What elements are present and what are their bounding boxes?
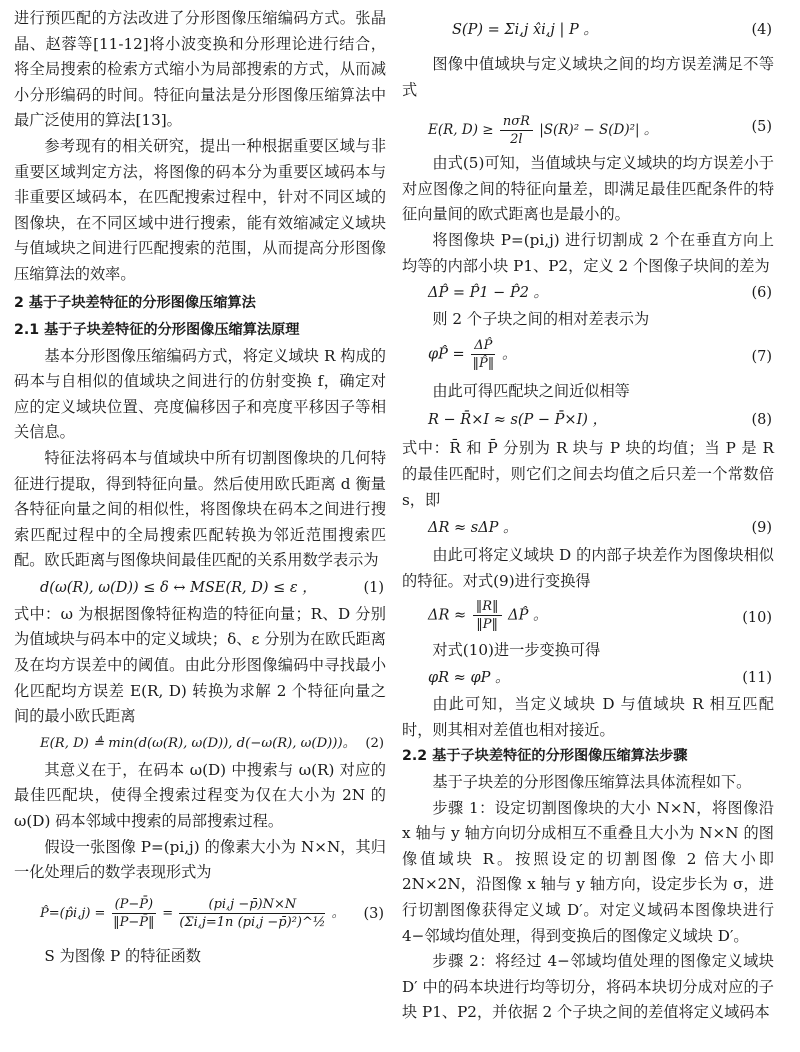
- equation-body: [428, 598, 548, 633]
- fraction-denominator: ‖P̂‖: [472, 355, 495, 371]
- equation-2: [14, 730, 386, 758]
- paragraph: 式中：R̄ 和 P̄ 分别为 R 块与 P 块的均值；当 P 是 R 的最佳匹配时，则它们之间去均值之后只差一个常数倍 s，即: [402, 439, 774, 509]
- equation-8: [402, 404, 774, 436]
- fraction-numerator: ‖R‖: [473, 598, 502, 616]
- equation-number: (1): [363, 579, 384, 596]
- fraction-numerator: (P−P̄): [112, 896, 157, 914]
- eq10-rhs: ΔP̂ 。: [508, 607, 548, 624]
- subsection-heading: 2.2 基于子块差特征的分形图像压缩算法步骤: [402, 748, 688, 765]
- equation-body: ΔP̂ = P̂1 − P̂2 。: [428, 285, 549, 302]
- paragraph: 对式(10)进一步变换可得: [432, 641, 601, 660]
- paragraph: S 为图像 P 的特征函数: [44, 946, 201, 965]
- right-column: [402, 6, 774, 1026]
- equation-body: E(R, D) ≜ min(d(ω(R), ω(D)), d(−ω(R), ω(D)))。: [40, 735, 356, 751]
- equation-number: (2): [365, 735, 384, 751]
- equation-number: (5): [751, 119, 772, 136]
- eq3-lhs: P̂=(p̂i,j) =: [40, 905, 106, 921]
- equation-body: [428, 113, 657, 148]
- equation-body: [40, 896, 345, 931]
- eq3-fraction-1: [112, 896, 157, 931]
- equation-number: (3): [363, 905, 384, 922]
- equation-body: d(ω(R), ω(D)) ≤ δ ↔ MSE(R, D) ≤ ε ，: [40, 579, 317, 596]
- fraction-numerator: (pi,j −p̄)N×N: [179, 896, 325, 914]
- equation-number: (7): [751, 348, 772, 365]
- fraction-denominator: ‖P−P̄‖: [113, 914, 155, 930]
- equation-body: S(P) = Σi,j x̂i,j | P 。: [452, 22, 598, 38]
- subsection-heading: 2.1 基于子块差特征的分形图像压缩算法原理: [14, 321, 300, 338]
- eq10-fraction: [473, 598, 502, 633]
- eq10-lhs: ΔR ≈: [428, 607, 467, 624]
- paragraph: 则 2 个子块之间的相对差表示为: [432, 310, 650, 329]
- equation-11: [402, 664, 774, 692]
- equation-number: (6): [751, 285, 772, 302]
- equation-body: [428, 337, 517, 372]
- paragraph: 基本分形图像压缩编码方式，将定义域块 R 构成的码本与自相似的值域块之间进行的仿射变换 f，确定对应的定义域块位置、亮度偏移因子和亮度平移因子等相关信息。: [14, 346, 386, 442]
- equation-number: (11): [742, 669, 772, 686]
- paragraph: 步骤 2：将经过 4−邻域均值处理的图像定义域块 D′ 中的码本块进行均等切分，将码本块切分成对应的子块 P1、P2，并依据 2 个子块之间的差值将定义域码本: [402, 952, 774, 1022]
- paragraph: 图像中值域块与定义域块之间的均方误差满足不等式: [402, 55, 774, 99]
- section-heading: 2 基于子块差特征的分形图像压缩算法: [14, 294, 256, 311]
- equation-5: [402, 103, 774, 151]
- eq3-fraction-2: [179, 896, 325, 931]
- equation-number: (8): [751, 412, 772, 429]
- equation-9: [402, 513, 774, 543]
- paragraph: 基于子块差的分形图像压缩算法具体流程如下。: [432, 773, 752, 792]
- paragraph: 由式(5)可知，当值域块与定义域块的均方误差小于对应图像之间的特征向量差，即满足最佳匹配条件的特征向量间的欧式距离也是最小的。: [402, 154, 774, 224]
- equation-6: [402, 279, 774, 307]
- eq7-fraction: [471, 337, 495, 372]
- paragraph: 进行预匹配的方法改进了分形图像压缩编码方式。张晶晶、赵蓉等[11-12]将小波变换和分形理论进行结合，将全局搜索的检索方式缩小为局部搜索的方式，从而减小分形编码的时间。特征向量法是分形图像压缩算法中最广泛使用的算法[13]。: [14, 9, 386, 130]
- paragraph: 由此可得匹配块之间近似相等: [432, 381, 630, 400]
- equation-10: [402, 594, 774, 638]
- eq7-end: 。: [502, 346, 517, 363]
- paragraph: 其意义在于，在码本 ω(D) 中搜索与 ω(R) 对应的最佳匹配块，使得全搜索过程变为仅在大小为 2N 的 ω(D) 码本邻域中搜索的局部搜索过程。: [14, 760, 386, 831]
- equation-number: (9): [751, 520, 772, 537]
- fraction-numerator: nσR: [500, 113, 533, 131]
- paragraph: 步骤 1：设定切割图像块的大小 N×N，将图像沿 x 轴与 y 轴方向切分成相互不重叠且大小为 N×N 的图像值域块 R。按照设定的切割图像 2 倍大小即 2N×2N，沿图像 x 轴与 y 轴方向，设定步长为 σ，进行切割图像获得定义域 D′。对定义域码本图像块进行 4−邻域均值处理，得到变换后的图像定义域块 D′。: [402, 798, 774, 945]
- paragraph: 式中：ω 为根据图像特征构造的特征向量；R、D 分别为值域块与码本中的定义域块；δ、ε 分别为在欧氏距离及在均方误差中的阈值。由此分形图像编码中寻找最小化匹配均方误差 E(R, D) 转换为求解 2 个特征向量之间的最小欧氏距离: [14, 604, 386, 726]
- equation-3: [14, 886, 386, 944]
- equation-4: [402, 6, 774, 52]
- equation-1: [14, 574, 386, 602]
- paragraph: 由此可知，当定义域块 D 与值域块 R 相互匹配时，则其相对差值也相对接近。: [402, 694, 774, 739]
- fraction-numerator: ΔP̂: [471, 337, 495, 355]
- paragraph: 参考现有的相关研究，提出一种根据重要区域与非重要区域判定方法，将图像的码本分为重要区域码本与非重要区域码本，在匹配搜索过程中，针对不同区域的图像块，在不同区域中进行搜索，能有效缩减定义域块与值域块之间进行匹配搜索的范围，从而提高分形图像压缩算法的效率。: [14, 136, 386, 283]
- paragraph: 特征法将码本与值域块中所有切割图像块的几何特征进行提取，得到特征向量。然后使用欧氏距离 d 衡量各特征向量之间的相似性，将图像块在码本之间进行搜索匹配过程中的全局搜索匹配转换为邻近范围搜索匹配。欧氏距离与图像块间最佳匹配的关系用数学表示为: [14, 448, 386, 570]
- equation-number: (10): [742, 610, 772, 627]
- paragraph: 假设一张图像 P=(pi,j) 的像素大小为 N×N，其归一化处理后的数学表现形式为: [14, 837, 386, 882]
- eq7-lhs: φP̂ =: [428, 346, 465, 363]
- equation-7: [402, 333, 774, 379]
- eq3-end: 。: [331, 905, 345, 921]
- paragraph: 由此可将定义域块 D 的内部子块差作为图像块相似的特征。对式(9)进行变换得: [402, 546, 774, 590]
- eq5-fraction: [500, 113, 533, 148]
- equation-body: R − R̄×I ≈ s(P − P̄×I) ，: [428, 412, 608, 429]
- left-column: [14, 6, 386, 969]
- eq3-equals: =: [162, 905, 174, 921]
- eq5-rhs: |S(R)² − S(D)²| 。: [539, 122, 658, 139]
- equation-number: (4): [751, 22, 772, 38]
- fraction-denominator: (Σi,j=1n (pi,j −p̄)²)^½: [179, 914, 326, 930]
- eq5-lhs: E(R, D) ≥: [428, 122, 494, 139]
- fraction-denominator: 2l: [510, 132, 523, 148]
- paragraph: 将图像块 P=(pi,j) 进行切割成 2 个在垂直方向上均等的内部小块 P1、P2，定义 2 个图像子块间的差为: [402, 230, 774, 275]
- equation-body: ΔR ≈ sΔP 。: [428, 520, 518, 537]
- equation-body: φR ≈ φP 。: [428, 669, 510, 686]
- fraction-denominator: ‖P‖: [476, 617, 499, 633]
